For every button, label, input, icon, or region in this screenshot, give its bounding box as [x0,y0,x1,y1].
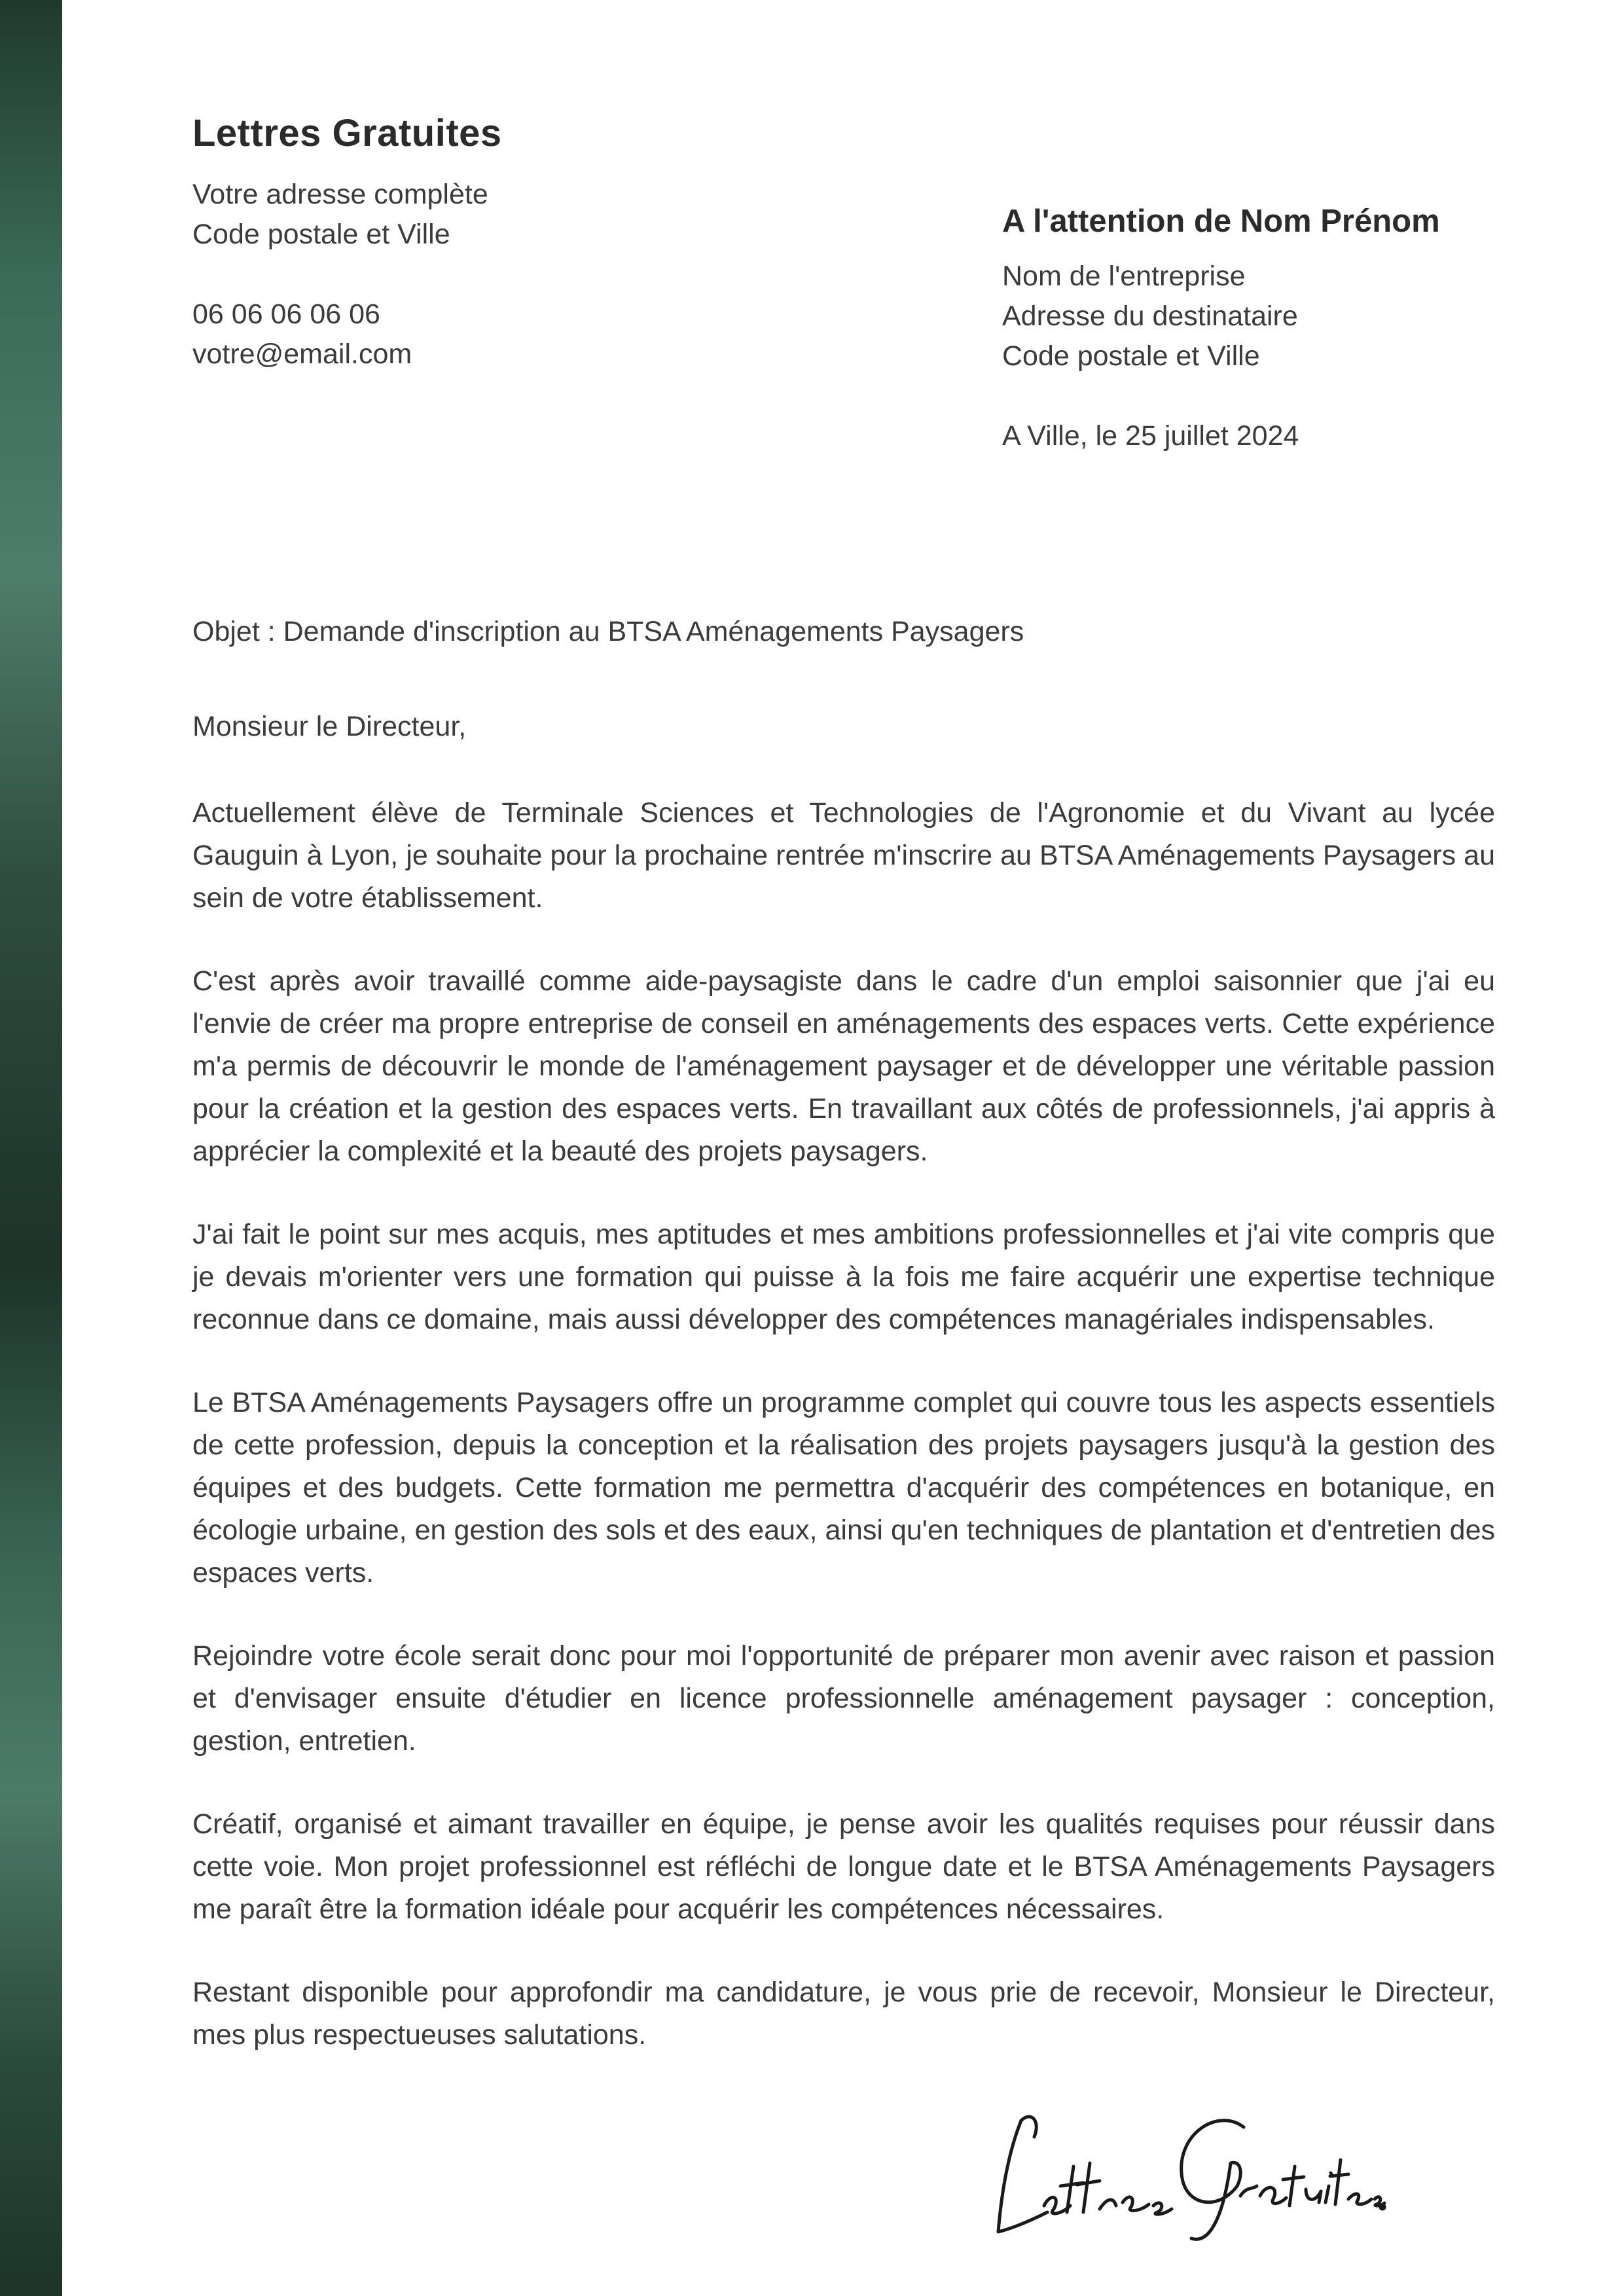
letter-paragraph: J'ai fait le point sur mes acquis, mes aptitudes et mes ambitions professionnelles et j'ai vite compris que je devais m'orienter vers une formation qui puisse à la fois me faire acquérir une expertise technique reconnue dans ce domaine, mais aussi développer des compétences managériales indispensables. [192,1219,1495,1335]
spacer [192,255,847,295]
letter-paragraph: Restant disponible pour approfondir ma candidature, je vous prie de recevoir, Monsieur le Directeur, mes plus respectueuses salutations. [192,1977,1495,2051]
letter-paragraph: Rejoindre votre école serait donc pour moi l'opportunité de préparer mon avenir avec raison et passion et d'envisager ensuite d'étudier en licence professionnelle aménagement paysager : conception, gestion, entretien. [192,1640,1495,1757]
recipient-city: Code postale et Ville [1002,340,1260,372]
letter-date: A Ville, le 25 juillet 2024 [1002,420,1299,452]
sender-phone: 06 06 06 06 06 [192,298,380,330]
sender-address-line1: Votre adresse complète [192,179,488,210]
letter-paragraph: Actuellement élève de Terminale Sciences et Technologies de l'Agronomie et du Vivant au lycée Gauguin à Lyon, je souhaite pour la prochaine rentrée m'inscrire au BTSA Aménagements Paysagers au sein de votre établissement. [192,797,1495,914]
sender-name: Lettres Gratuites [192,112,502,154]
recipient-attention: A l'attention de Nom Prénom [1002,204,1440,239]
letter-salutation: Monsieur le Directeur, [192,711,467,742]
decorative-side-band [0,0,62,2296]
handwritten-signature [982,2081,1388,2251]
letter-paragraph: C'est après avoir travaillé comme aide-paysagiste dans le cadre d'un emploi saisonnier que j'ai eu l'envie de créer ma propre entreprise de conseil en aménagements des espaces verts. Cette expérience m'a permis de découvrir le monde de l'aménagement paysager et de développer une véritable passion pour la création et la gestion des espaces verts. En travaillant aux côtés de professionnels, j'ai appris à apprécier la complexité et la beauté des projets paysagers. [192,965,1495,1167]
letter-paragraph: Le BTSA Aménagements Paysagers offre un programme complet qui couvre tous les aspects essentiels de cette profession, depuis la conception et la réalisation des projets paysagers jusqu'à la gestion des équipes et des budgets. Cette formation me permettra d'acquérir des compétences en botanique, en écologie urbaine, en gestion des sols et des eaux, ainsi qu'en techniques de plantation et d'entretien des espaces verts. [192,1387,1495,1588]
recipient-company: Nom de l'entreprise [1002,260,1246,292]
recipient-address: Adresse du destinataire [1002,300,1298,332]
sender-email: votre@email.com [192,338,412,370]
letter-object: Objet : Demande d'inscription au BTSA Aménagements Paysagers [192,616,1024,647]
spacer [1002,376,1526,416]
letter-body [192,792,1495,2097]
recipient-block [1002,203,1526,456]
letter-paragraph: Créatif, organisé et aimant travailler en équipe, je pense avoir les qualités requises pour réussir dans cette voie. Mon projet professionnel est réfléchi de longue date et le BTSA Aménagements Paysagers me paraît être la formation idéale pour acquérir les compétences nécessaires. [192,1808,1495,1925]
sender-block [192,111,847,374]
sender-address-line2: Code postale et Ville [192,219,450,250]
